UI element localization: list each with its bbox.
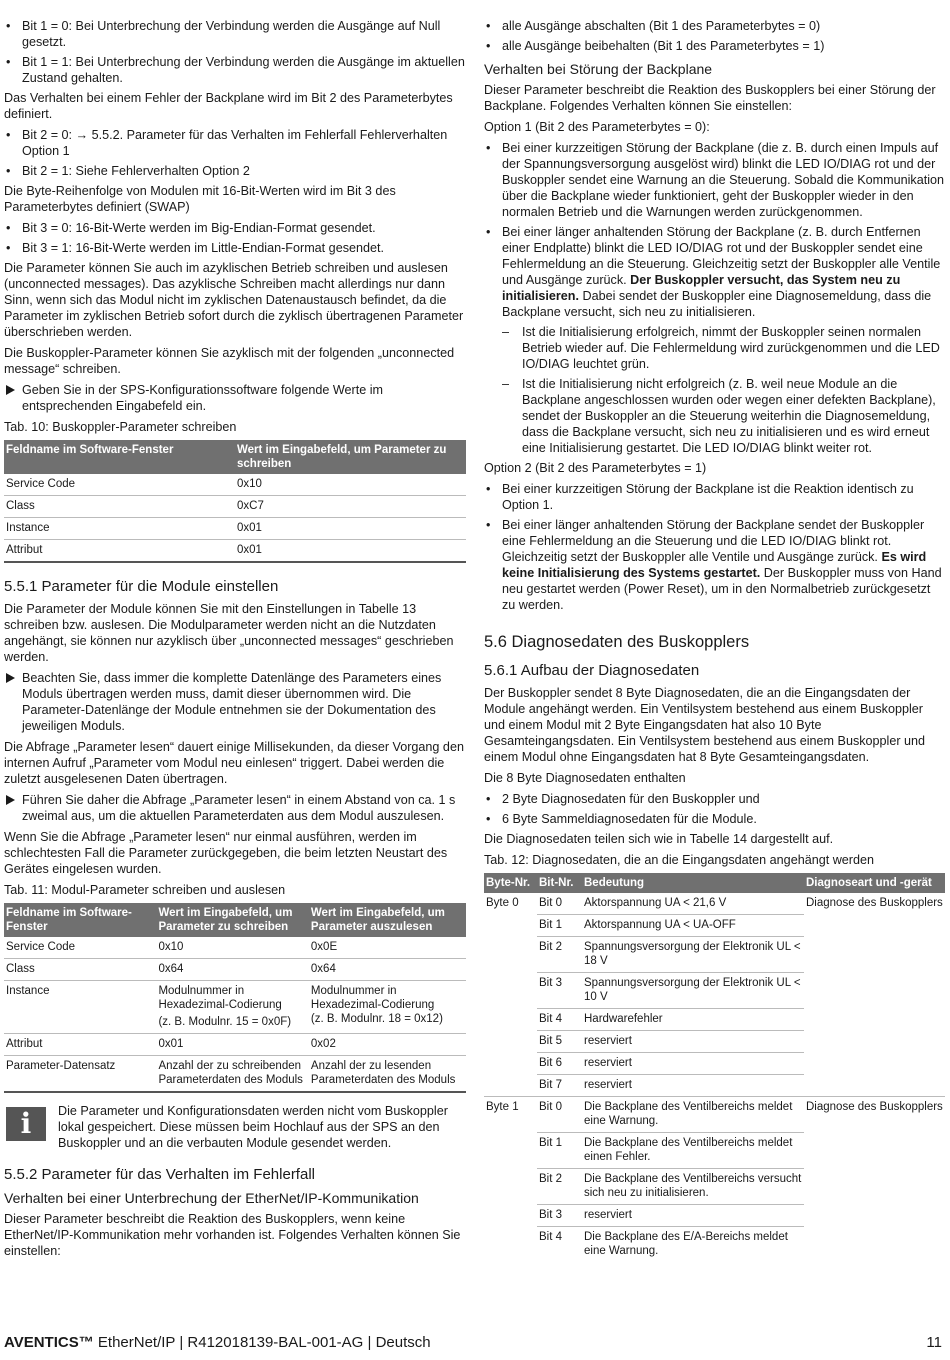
table-cell: Bit 1: [537, 1133, 582, 1169]
paragraph: Die 8 Byte Diagnosedaten enthalten: [484, 771, 686, 785]
table-cell: Die Backplane des Ventilbereichs meldet eine Warnung.: [582, 1097, 804, 1133]
info-text: Die Parameter und Konfigurationsdaten werden nicht vom Buskoppler lokal gespeichert. Diese müssen beim Hochlauf aus der SPS an den Buskoppler und an die verbauten Module gesendet werden.: [58, 1104, 448, 1150]
text-run: Der Buskoppler muss von Hand neu gestartet werden (Power Reset), um in den Normalbetrieb zurückgesetzt zu werden.: [502, 566, 942, 612]
document-info: EtherNet/IP | R412018139-BAL-001-AG | Deutsch: [93, 1334, 431, 1351]
table-row: [484, 1097, 945, 1133]
table-cell: Byte 0: [484, 893, 537, 1097]
text-run-bold: Der Buskoppler versucht, das System neu zu initialisieren.: [502, 273, 901, 303]
table-cell: Bit 6: [537, 1053, 582, 1075]
table-row: [4, 474, 466, 496]
table-row: [4, 496, 466, 518]
table-cell: Diagnose des Buskopplers: [804, 893, 945, 1097]
table-cell: Bit 4: [537, 1009, 582, 1031]
table-cell: [156, 981, 308, 1034]
info-box: [4, 1103, 466, 1151]
table-cell: Aktorspannung UA < 21,6 V: [582, 893, 804, 915]
table-cell: 0x10: [156, 937, 308, 959]
sub-list-item: – Ist die Initialisierung erfolgreich, nimmt der Buskoppler seinen normalen Betrieb wieder auf. Die Fehlermeldung wird zurückgenommen und die LED IO/DIAG leuchtet grün.: [484, 324, 945, 372]
list-item: • Bit 1 = 1: Bei Unterbrechung der Verbindung werden die Ausgänge im aktuellen Zustand gehalten.: [4, 54, 466, 86]
list-item: [484, 224, 945, 320]
paragraph: Die Parameter können Sie auch im azyklischen Betrieb schreiben und auslesen (unconnected messages). Das azyklische Schreiben macht allerdings nur dann Sinn, wenn sich das Modul nicht im zyklischen Datenaustausch befindet, da die Parameter im zyklischen Betrieb sofort durch die zyklisch übertragenen Parameter überschrieben werden.: [4, 261, 464, 339]
table-row: [4, 1034, 466, 1056]
table-cell: Spannungsversorgung der Elektronik UL < 18 V: [582, 937, 804, 973]
table-cell: Bit 4: [539, 1231, 563, 1243]
list-item: • Bit 2 = 0: → 5.5.2. Parameter für das Verhalten im Fehlerfall Fehlerverhalten Option 1: [4, 127, 466, 159]
table-row: [4, 540, 466, 563]
table-cell: 0xC7: [235, 496, 466, 518]
table-cell: Diagnose des Buskopplers: [806, 1101, 943, 1113]
section-heading: 5.5.1 Parameter für die Module einstellen: [4, 578, 279, 595]
paragraph: Dieser Parameter beschreibt die Reaktion des Buskopplers bei einer Störung der Backplane. Folgendes Verhalten können Sie einstellen:: [484, 83, 936, 113]
section-heading: 5.6 Diagnosedaten des Buskopplers: [484, 633, 750, 651]
paragraph: Wenn Sie die Abfrage „Parameter lesen“ nur einmal ausführen, werden im schlechtesten Fall die Parameter zurückgegeben, die beim letzten Neustart des Gerätes eingelesen wurden.: [4, 830, 448, 876]
table-row: [4, 518, 466, 540]
table-header: Feldname im Software-Fenster: [4, 440, 235, 474]
right-column: [484, 18, 945, 1268]
table-row: [4, 937, 466, 959]
cell-line: Modulnummer in Hexadezimal-Codierung: [310, 985, 435, 1011]
table-cell: Bit 2: [537, 1169, 582, 1205]
instruction-item: Geben Sie in der SPS-Konfigurationssoftware folgende Werte im entsprechenden Eingabefeld ein.: [4, 382, 466, 414]
table-cell: Byte 1: [486, 1101, 519, 1113]
subsection-heading: Verhalten bei Störung der Backplane: [484, 61, 713, 77]
table-header: Wert im Eingabefeld, um Parameter zu schreiben: [235, 440, 466, 474]
table-cell: Bit 2: [537, 937, 582, 973]
paragraph: Die Byte-Reihenfolge von Modulen mit 16-Bit-Werten wird im Bit 3 des Parameterbytes definiert (SWAP): [4, 184, 396, 214]
instruction-item: Führen Sie daher die Abfrage „Parameter lesen“ in einem Abstand von ca. 1 s zweimal aus, um die aktuellen Parameterdaten aus dem Modul auszulesen.: [4, 792, 466, 824]
paragraph: Die Parameter der Module können Sie mit den Einstellungen in Tabelle 13 schreiben bzw. auslesen. Die Modulparameter werden nicht an die Nutzdaten angehängt, sie können nur azyklisch über „unconnected messages“ geschrieben werden.: [4, 602, 454, 664]
paragraph: Dieser Parameter beschreibt die Reaktion des Buskopplers, wenn keine EtherNet/IP-Kommunikation mehr vorhanden ist. Folgendes Verhalten können Sie einstellen:: [4, 1212, 461, 1258]
table-buskoppler-parameter: [4, 440, 466, 563]
table-cell: reserviert: [582, 1205, 804, 1227]
instruction-item: Beachten Sie, dass immer die komplette Datenlänge des Parameters eines Moduls übertragen werden muss, damit dieser übernommen wird. Die Parameter-Datenlänge der Module entnehmen sie der Dokumentation des jeweiligen Moduls.: [4, 670, 466, 734]
table-cell: Parameter-Datensatz: [4, 1056, 156, 1093]
cell-line: Modulnummer in Hexadezimal-Codierung: [158, 985, 282, 1011]
table-cell: Service Code: [4, 474, 235, 496]
list-item: • Bei einer kurzzeitigen Störung der Backplane ist die Reaktion identisch zu Option 1.: [484, 481, 945, 513]
table-cell: 0x02: [309, 1034, 466, 1056]
table-cell: Die Backplane des Ventilbereichs meldet einen Fehler.: [582, 1133, 804, 1169]
table-caption: Tab. 11: Modul-Parameter schreiben und auslesen: [4, 883, 286, 897]
list-item: • Bit 3 = 1: 16-Bit-Werte werden im Little-Endian-Format gesendet.: [4, 240, 466, 256]
table-cell: Hardwarefehler: [582, 1009, 804, 1031]
table-cell: Anzahl der zu lesenden Parameterdaten des Moduls: [309, 1056, 466, 1093]
table-cell: Die Backplane des E/A-Bereichs meldet eine Warnung.: [584, 1231, 788, 1257]
table-header: Bedeutung: [582, 873, 804, 893]
left-column: [4, 18, 466, 1264]
table-cell: 0x01: [235, 518, 466, 540]
table-cell: 0x64: [309, 959, 466, 981]
subsection-heading: Verhalten bei einer Unterbrechung der EtherNet/IP-Kommunikation: [4, 1190, 419, 1206]
list-item: • Bit 3 = 0: 16-Bit-Werte werden im Big-Endian-Format gesendet.: [4, 220, 466, 236]
table-header: Diagnoseart und -gerät: [804, 873, 945, 893]
table-cell: reserviert: [582, 1031, 804, 1053]
table-cell: Bit 3: [537, 973, 582, 1009]
info-icon: i: [6, 1107, 46, 1141]
table-cell: 0x0E: [309, 937, 466, 959]
table-header: Bit-Nr.: [537, 873, 582, 893]
table-header: Wert im Eingabefeld, um Parameter zu schreiben: [156, 903, 308, 937]
table-header: Feldname im Software-Fenster: [4, 903, 156, 937]
list-item: • alle Ausgänge abschalten (Bit 1 des Parameterbytes = 0): [484, 18, 945, 34]
cell-line: (z. B. Modulnr. 15 = 0x0F): [158, 1016, 292, 1028]
table-cell: 0x64: [156, 959, 308, 981]
list-item: [484, 517, 945, 613]
table-cell: Class: [4, 496, 235, 518]
text-run: Dabei sendet der Buskoppler eine Diagnosemeldung, dass die Backplane versucht, sich neu zu initialisieren.: [502, 289, 932, 319]
table-cell: Bit 0: [537, 1097, 582, 1133]
table-caption: Tab. 12: Diagnosedaten, die an die Eingangsdaten angehängt werden: [484, 853, 875, 867]
table-header: Wert im Eingabefeld, um Parameter auszulesen: [309, 903, 466, 937]
section-heading: 5.5.2 Parameter für das Verhalten im Fehlerfall: [4, 1166, 315, 1183]
paragraph: Das Verhalten bei einem Fehler der Backplane wird im Bit 2 des Parameterbytes definiert.: [4, 91, 453, 121]
table-row: [4, 981, 466, 1034]
table-cell: Class: [4, 959, 156, 981]
table-cell: Aktorspannung UA < UA-OFF: [582, 915, 804, 937]
table-cell: Instance: [4, 981, 156, 1034]
table-cell: Bit 0: [537, 893, 582, 915]
table-cell: Attribut: [4, 540, 235, 563]
table-cell: Die Backplane des Ventilbereichs versucht sich neu zu initialisieren.: [582, 1169, 804, 1205]
text-run-bold: Es wird keine Initialisierung des Systems gestartet.: [502, 550, 927, 580]
section-heading: 5.6.1 Aufbau der Diagnosedaten: [484, 662, 700, 679]
table-cell: Bit 5: [537, 1031, 582, 1053]
table-row: [4, 1056, 466, 1093]
table-cell: 0x01: [156, 1034, 308, 1056]
cell-line: (z. B. Modulnr. 18 = 0x12): [310, 1013, 443, 1025]
text-run: Bei einer länger anhaltenden Störung der Backplane sendet der Buskoppler eine Fehlermeldung an die Steuerung und die LED IO/DIAG blinkt rot. Gleichzeitig setzt der Buskoppler alle Ventile und Ausgänge zurück.: [502, 518, 925, 564]
paragraph: Option 2 (Bit 2 des Parameterbytes = 1): [484, 461, 707, 475]
table-cell: reserviert: [582, 1053, 804, 1075]
table-caption: Tab. 10: Buskoppler-Parameter schreiben: [4, 420, 237, 434]
table-modul-parameter: [4, 903, 466, 1093]
table-cell: [309, 981, 466, 1034]
table-cell: Bit 3: [537, 1205, 582, 1227]
table-cell: reserviert: [582, 1075, 804, 1097]
table-row: [484, 893, 945, 915]
paragraph: Option 1 (Bit 2 des Parameterbytes = 0):: [484, 120, 710, 134]
table-row: [4, 959, 466, 981]
paragraph: Die Abfrage „Parameter lesen“ dauert einige Millisekunden, da dieser Vorgang den internen Aufruf „Parameter vom Modul neu einlesen“ triggert. Dabei werden die zuletzt ausgelesenen Daten übertragen.: [4, 740, 464, 786]
table-cell: Bit 7: [537, 1075, 582, 1097]
table-cell: Service Code: [4, 937, 156, 959]
list-item: • Bit 2 = 1: Siehe Fehlerverhalten Option 2: [4, 163, 466, 179]
list-item: • 6 Byte Sammeldiagnosedaten für die Module.: [484, 811, 945, 827]
table-cell: 0x01: [235, 540, 466, 563]
table-cell: 0x10: [235, 474, 466, 496]
paragraph: Der Buskoppler sendet 8 Byte Diagnosedaten, die an die Eingangsdaten der Module angehängt werden. Ein Ventilsystem bestehend aus einem Buskoppler und einem Modul mit 2 Byte Eingangsdaten hat also 10 Byte Gesamteingangsdaten. Ein Ventilsystem bestehend aus einem Buskoppler und einem Modul ohne Eingangsdaten hat 8 Byte Gesamteingangsdaten.: [484, 686, 926, 764]
brand-name: AVENTICS™: [4, 1334, 94, 1351]
sub-list-item: – Ist die Initialisierung nicht erfolgreich (z. B. weil neue Module an die Backplane angeschlossen wurden oder wegen einer defekten Backplane), sendet der Buskoppler an die Steuerung weiterhin die Diagnosemeldung, dass die Backplane versucht, sich neu zu initialisieren und es wird erneut eine Initialisierung gestartet. Die LED IO/DIAG blinkt weiter rot.: [484, 376, 945, 456]
text-run: Bei einer länger anhaltenden Störung der Backplane (z. B. durch Entfernen einer Endplatte) blinkt die LED IO/DIAG rot und der Buskoppler sendet eine Fehlermeldung an die Steuerung. Gleichzeitig setzt der Buskoppler alle Ventile und Ausgänge zurück.: [502, 225, 941, 287]
page-footer: [4, 1333, 942, 1353]
table-diagnosedaten: [484, 873, 945, 1262]
table-cell: Attribut: [4, 1034, 156, 1056]
paragraph: Die Buskoppler-Parameter können Sie azyklisch mit der folgenden „unconnected message“ schreiben.: [4, 346, 455, 376]
list-item: • 2 Byte Diagnosedaten für den Buskoppler und: [484, 791, 945, 807]
list-item: • Bei einer kurzzeitigen Störung der Backplane (die z. B. durch einen Impuls auf der Spannungsversorgung ausgelöst wird) blinkt die LED IO/DIAG rot und der Buskoppler sendet eine Warnung an die Steuerung. Sobald die Kommunikation über die Backplane wieder funktioniert, geht der Buskoppler wieder in den normalen Betrieb und die Warnungen werden zurückgenommen.: [484, 140, 945, 220]
table-cell: Bit 1: [537, 915, 582, 937]
table-cell: Spannungsversorgung der Elektronik UL < 10 V: [582, 973, 804, 1009]
page-number: 11: [926, 1334, 942, 1351]
list-item: • Bit 1 = 0: Bei Unterbrechung der Verbindung werden die Ausgänge auf Null gesetzt.: [4, 18, 466, 50]
list-item: • alle Ausgänge beibehalten (Bit 1 des Parameterbytes = 1): [484, 38, 945, 54]
paragraph: Die Diagnosedaten teilen sich wie in Tabelle 14 dargestellt auf.: [484, 832, 834, 846]
table-header: Byte-Nr.: [484, 873, 537, 893]
table-cell: Anzahl der zu schreibenden Parameterdaten des Moduls: [156, 1056, 308, 1093]
table-cell: Instance: [4, 518, 235, 540]
